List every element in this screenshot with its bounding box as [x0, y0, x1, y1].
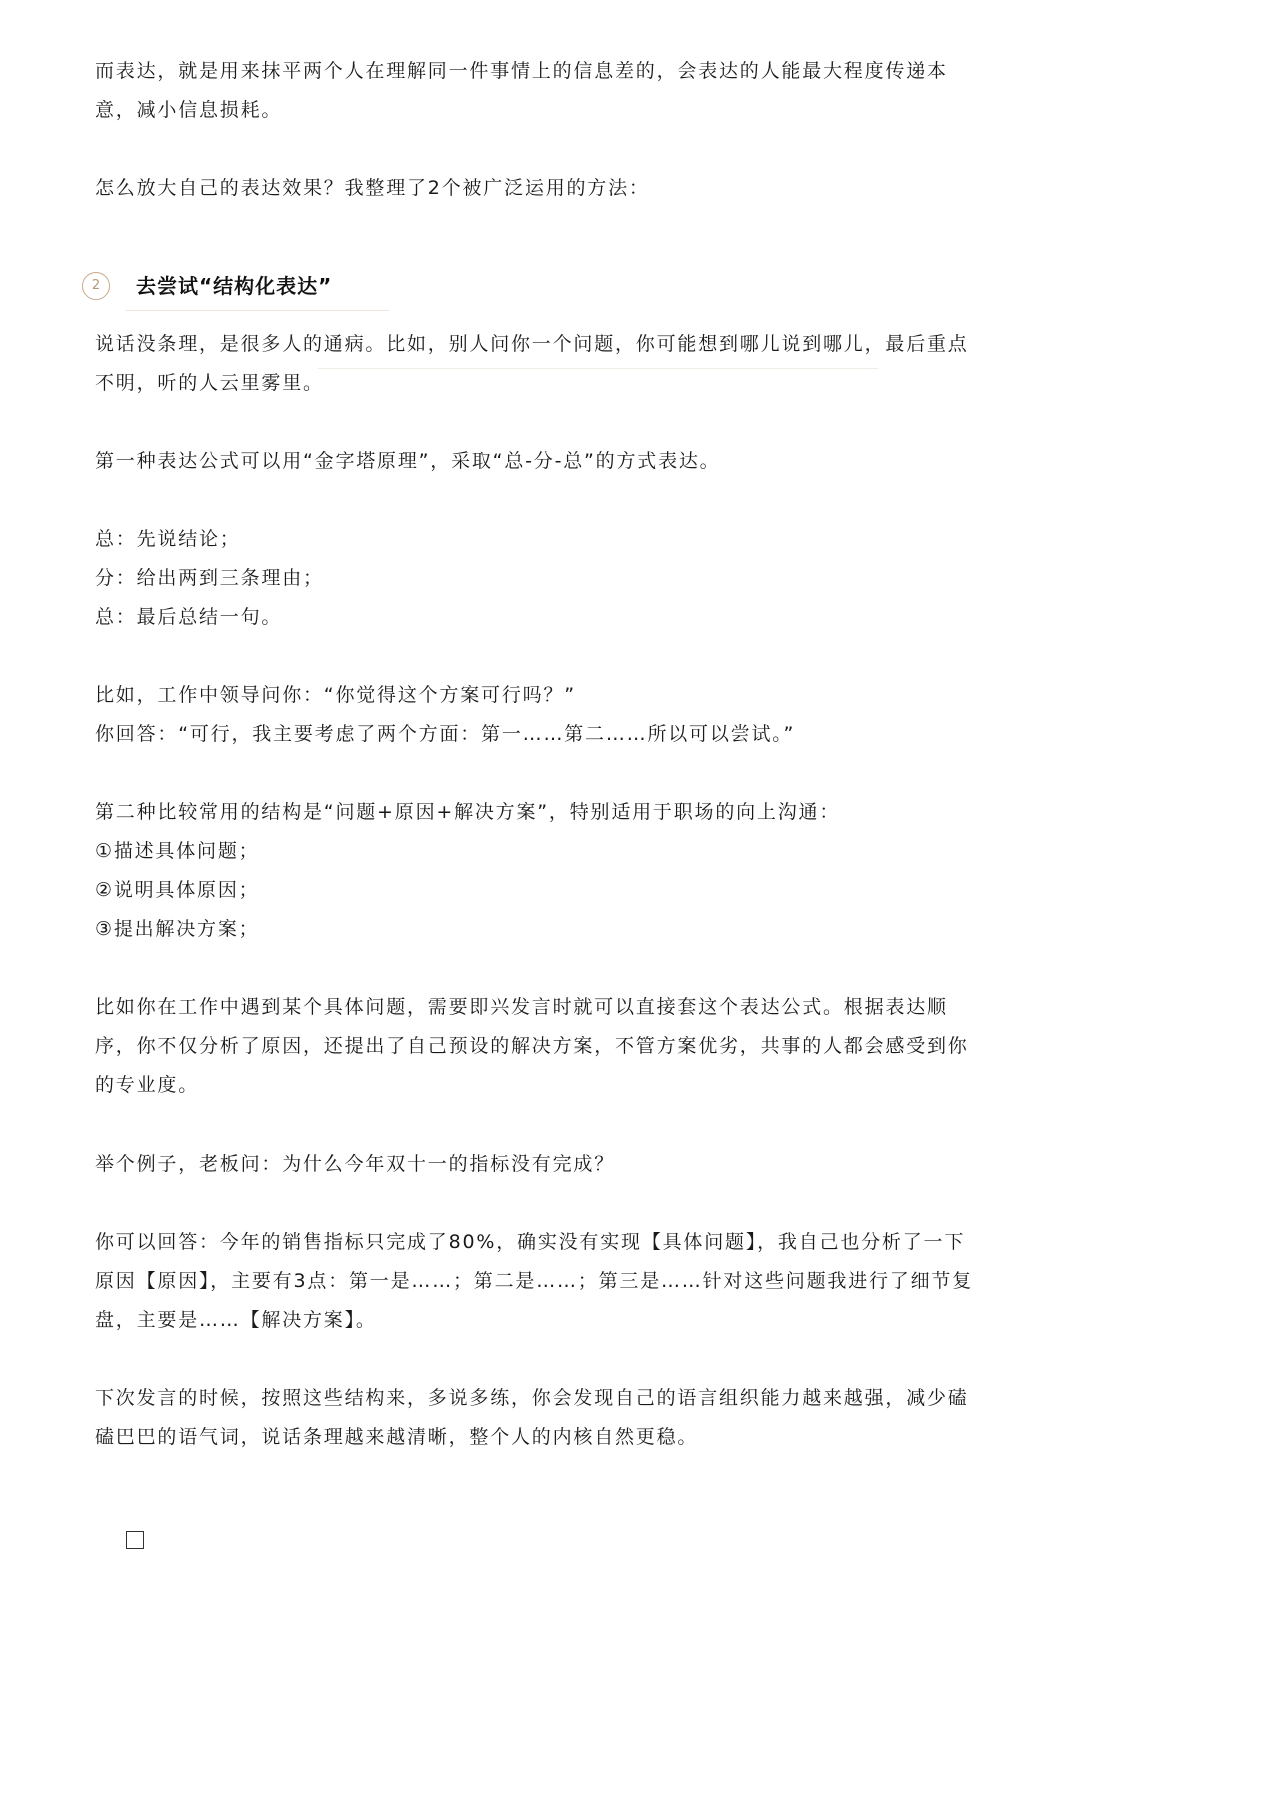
- list-item: 总：最后总结一句。: [95, 606, 283, 628]
- faint-divider: [318, 368, 878, 369]
- list-item: ①描述具体问题；: [95, 840, 260, 862]
- section-number-badge: 2: [82, 272, 110, 300]
- text-line: 磕巴巴的语气词，说话条理越来越清晰，整个人的内核自然更稳。: [95, 1426, 699, 1448]
- text-line: 说话没条理，是很多人的通病。比如，别人问你一个问题，你可能想到哪儿说到哪儿，最后重点: [95, 333, 969, 355]
- text-line: 下次发言的时候，按照这些结构来，多说多练，你会发现自己的语言组织能力越来越强，减少磕: [95, 1387, 969, 1409]
- text-line: 意，减小信息损耗。: [95, 99, 283, 121]
- text-line: 的专业度。: [95, 1074, 200, 1096]
- paragraph-problem: [95, 325, 1020, 403]
- section-divider: [126, 310, 389, 311]
- text-line: 原因【原因】，主要有3点：第一是……；第二是……；第三是……针对这些问题我进行了细节复: [95, 1270, 973, 1292]
- section-heading: [82, 270, 342, 306]
- list-item: ③提出解决方案；: [95, 918, 260, 940]
- paragraph-conclusion: [95, 1379, 1020, 1457]
- paragraph-intro: [95, 52, 1020, 130]
- text-line: 你可以回答：今年的销售指标只完成了80%，确实没有实现【具体问题】，我自己也分析了一下: [95, 1231, 966, 1253]
- list-item: ②说明具体原因；: [95, 879, 260, 901]
- list-item: 总：先说结论；: [95, 528, 241, 550]
- text-line: 而表达，就是用来抹平两个人在理解同一件事情上的信息差的，会表达的人能最大程度传递本: [95, 60, 948, 82]
- paragraph-example-answer: [95, 1223, 1020, 1340]
- text-line: 怎么放大自己的表达效果？我整理了2个被广泛运用的方法：: [95, 177, 650, 199]
- paragraph-example-one: [95, 676, 1020, 754]
- checkbox[interactable]: [126, 1531, 144, 1549]
- text-line: 比如，工作中领导问你：“你觉得这个方案可行吗？”: [95, 684, 576, 706]
- text-line: 第一种表达公式可以用“金字塔原理”，采取“总-分-总”的方式表达。: [95, 450, 721, 472]
- text-line: 举个例子，老板问：为什么今年双十一的指标没有完成？: [95, 1153, 616, 1175]
- paragraph-application: [95, 988, 1020, 1105]
- text-line: 盘，主要是……【解决方案】。: [95, 1309, 377, 1331]
- paragraph-example-question: [95, 1145, 1020, 1184]
- text-line: 序，你不仅分析了原因，还提出了自己预设的解决方案，不管方案优劣，共事的人都会感受到你: [95, 1035, 969, 1057]
- list-pyramid-steps: [95, 520, 1020, 637]
- text-line: 比如你在工作中遇到某个具体问题，需要即兴发言时就可以直接套这个表达公式。根据表达顺: [95, 996, 948, 1018]
- text-line: 你回答：“可行，我主要考虑了两个方面：第一……第二……所以可以尝试。”: [95, 723, 796, 745]
- text-line: 不明，听的人云里雾里。: [95, 372, 324, 394]
- list-item: 分：给出两到三条理由；: [95, 567, 324, 589]
- paragraph-methods-intro: [95, 169, 1020, 208]
- section-title: 去尝试“结构化表达”: [136, 274, 333, 298]
- paragraph-formula-two: [95, 793, 1020, 949]
- paragraph-formula-one: [95, 442, 1020, 481]
- text-line: 第二种比较常用的结构是“问题+原因+解决方案”，特别适用于职场的向上沟通：: [95, 801, 841, 823]
